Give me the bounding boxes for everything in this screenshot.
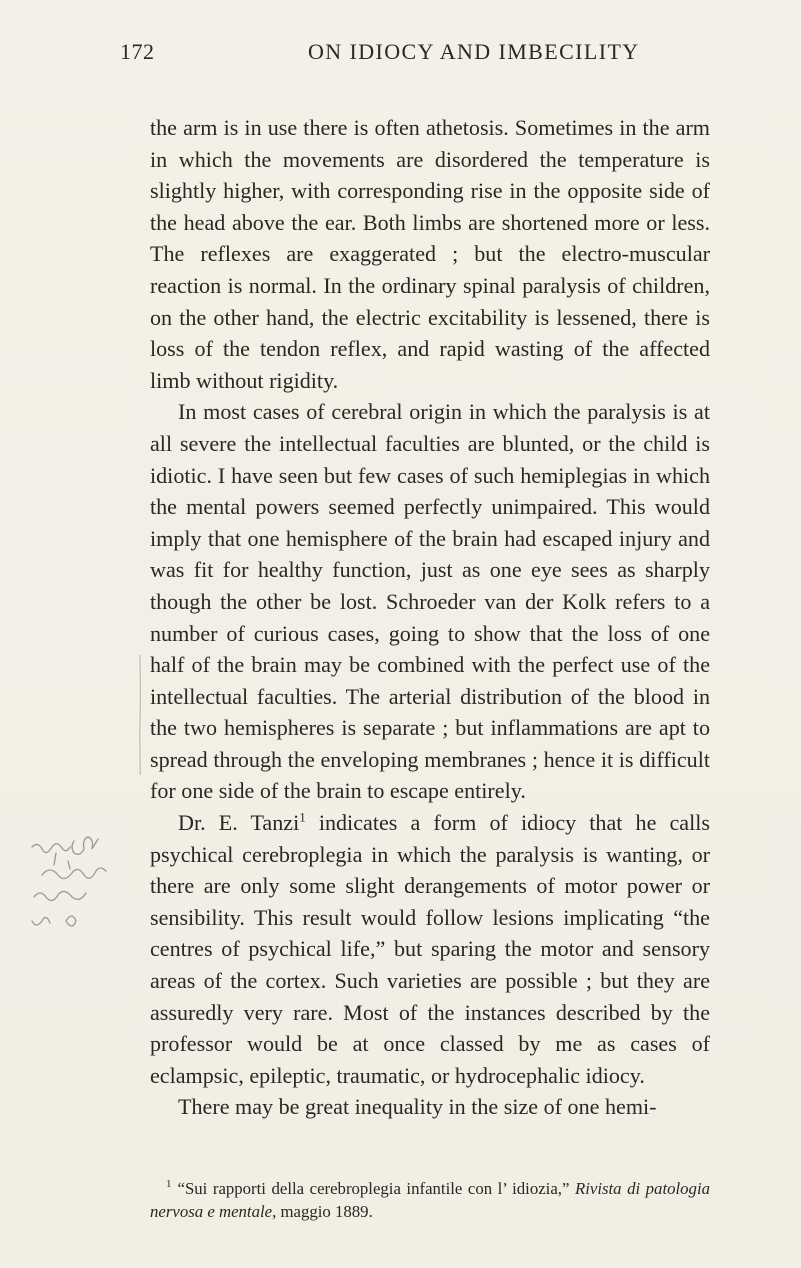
body-text <box>150 112 710 1123</box>
paragraph-2: In most cases of cerebral origin in which the paralysis is at all severe the intellectual faculties are blunted, or the child is idiotic. I have seen but few cases of such hemiplegias in which the mental powers seemed perfectly unimpaired. This would imply that one hemisphere of the brain had escaped injury and was fit for healthy function, just as one eye sees as sharply though the other be lost. Schroeder van der Kolk refers to a number of curious cases, going to show that the loss of one half of the brain may be combined with the perfect use of the intellectual faculties. The arterial distribution of the blood in the two hemispheres is separate ; but inflammations are apt to spread through the enveloping membranes ; hence it is difficult for one side of the brain to escape entirely. <box>150 399 710 804</box>
footnote-date: , maggio 1889. <box>272 1202 373 1221</box>
paragraph-4: There may be great inequality in the size of one hemi- <box>178 1094 657 1120</box>
paragraph-3-rest: indicates a form of idiocy that he calls psychical cerebroplegia in which the paralysis is wanting, or there are only some slight derangements of motor power or sensibility. This result would follow lesions implicating “the centres of psychical life,” but sparing the motor and sensory areas of the cortex. Such varieties are possible ; but they are assuredly very rare. Most of the instances described by the professor would be at once classed by me as cases of eclampsic, epileptic, traumatic, or hydrocephalic idiocy. <box>150 810 710 1088</box>
footnote <box>150 1177 710 1223</box>
handwritten-marginalia <box>30 835 130 935</box>
footnote-mark: 1 <box>166 1178 172 1191</box>
running-head: ON IDIOCY AND IMBECILITY <box>308 39 640 64</box>
footnote-text: “Sui rapporti della cerebroplegia infantile con l’ idiozia,” <box>177 1179 570 1198</box>
footnote-reference: 1 <box>299 809 306 825</box>
paragraph-1: the arm is in use there is often athetosis. Sometimes in the arm in which the movements are disordered the temperature is slightly higher, with corresponding rise in the opposite side of the head above the ear. Both limbs are shortened more or less. The reflexes are exaggerated ; but the electro-muscular reaction is normal. In the ordinary spinal paralysis of children, on the other hand, the electric excitability is lessened, there is loss of the tendon reflex, and rapid wasting of the affected limb without rigidity. <box>150 115 710 393</box>
paragraph-3-start: Dr. E. Tanzi <box>178 810 300 836</box>
margin-pencil-mark <box>138 655 142 775</box>
footnote-journal: Rivista di patologia nervosa e mentale <box>150 1179 710 1221</box>
paragraph-3 <box>150 807 710 1091</box>
page-header <box>120 39 708 79</box>
page-number: 172 <box>120 39 155 64</box>
